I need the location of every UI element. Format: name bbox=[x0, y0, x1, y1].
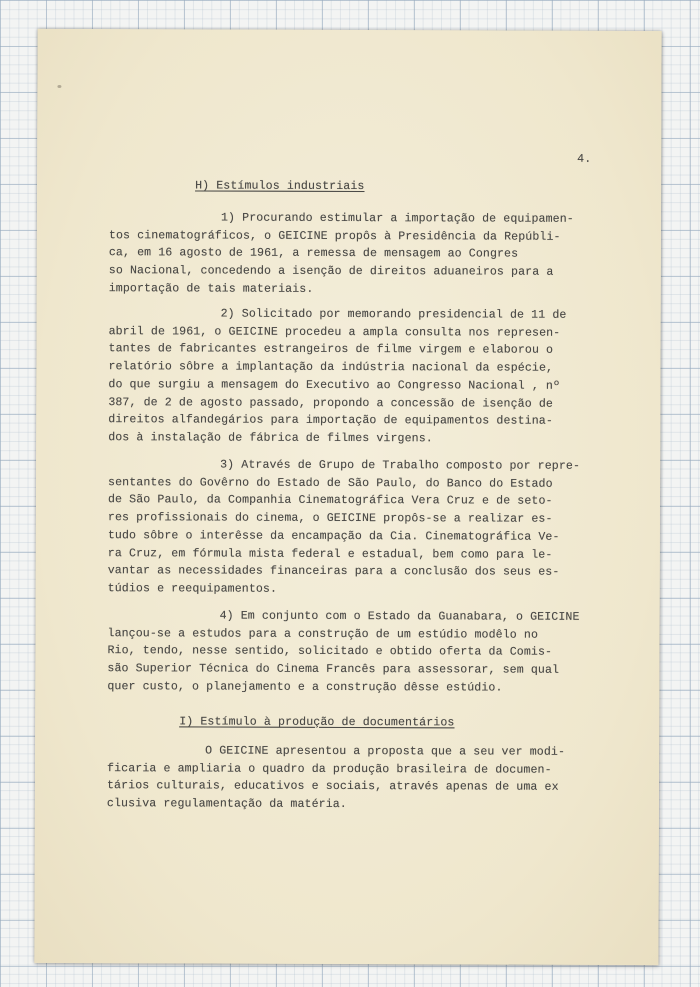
section-i-heading: I) Estímulo à produção de documentários bbox=[179, 715, 455, 730]
text-line: ra Cruz, em fórmula mista federal e estadual, bem como para le- bbox=[107, 546, 553, 562]
text-line: clusiva regulamentação da matéria. bbox=[106, 797, 347, 812]
text-line: quer custo, o planejamento e a construção dêsse estúdio. bbox=[107, 679, 503, 695]
text-line: res profissionais do cinema, o GEICINE propôs-se a realizar es- bbox=[107, 511, 553, 526]
text-line: 4) Em conjunto com o Estado da Guanabara, o GEICINE bbox=[219, 609, 580, 624]
text-line: sentantes do Govêrno do Estado de São Paulo, do Banco do Estado bbox=[108, 475, 553, 491]
text-line: tários culturais, educativos e sociais, através apenas de uma ex bbox=[106, 779, 559, 795]
text-line: lançou-se a estudos para a construção de um estúdio modêlo no bbox=[107, 626, 539, 642]
text-line: relatório sôbre a implantação da indústria nacional da espécie, bbox=[108, 360, 554, 375]
paper-speck bbox=[57, 85, 61, 88]
text-line: tudo sôbre o interêsse da encampação da Cia. Cinematográfica Ve- bbox=[107, 528, 560, 544]
text-line: 3) Através de Grupo de Trabalho composto por repre- bbox=[220, 458, 581, 473]
text-line: ficaria e ampliaria o quadro da produção brasileira de documen- bbox=[107, 761, 552, 777]
text-line: vantar as necessidades financeiras para a conclusão dos seus es- bbox=[107, 564, 560, 579]
section-h-paragraph-2 bbox=[108, 305, 608, 448]
section-i-paragraph-1 bbox=[107, 742, 607, 815]
section-h-paragraph-4 bbox=[107, 607, 607, 697]
text-line: abril de 1961, o GEICINE procedeu a ampla consulta nos represen- bbox=[108, 324, 561, 340]
section-h-paragraph-3 bbox=[108, 456, 608, 599]
text-line: 1) Procurando estimular a importação de equipamen- bbox=[220, 211, 574, 226]
text-line: tantes de fabricantes estrangeiros de filme virgem e elaborou o bbox=[108, 342, 554, 358]
text-line: ca, em 16 agosto de 1961, a remessa de mensagem ao Congres bbox=[108, 246, 519, 261]
text-line: importação de tais materiais. bbox=[108, 281, 314, 296]
section-h-heading: H) Estímulos industriais bbox=[195, 179, 365, 194]
text-line: so Nacional, concedendo a isenção de direitos aduaneiros para a bbox=[108, 264, 554, 279]
text-line: 387, de 2 de agosto passado, propondo a concessão de isenção de bbox=[108, 395, 553, 411]
section-h-paragraph-1 bbox=[109, 209, 609, 299]
text-line: 2) Solicitado por memorando presidencial de 11 de bbox=[220, 307, 567, 322]
text-line: O GEICINE apresentou a proposta que a seu ver modi- bbox=[205, 744, 566, 759]
document-page bbox=[34, 29, 661, 965]
text-line: túdios e reequipamentos. bbox=[107, 582, 278, 596]
text-line: direitos alfandegários para importação de equipamentos destina- bbox=[108, 413, 553, 428]
text-line: são Superior Técnica do Cinema Francês para assessorar, sem qual bbox=[107, 662, 560, 677]
text-line: Rio, tendo, nesse sentido, solicitado e obtido oferta da Comis- bbox=[107, 644, 553, 660]
text-line: de São Paulo, da Companhia Cinematográfica Vera Cruz e de seto- bbox=[107, 493, 553, 509]
text-line: tos cinematográficos, o GEICINE propôs à Presidência da Repúbli- bbox=[108, 228, 561, 244]
text-line: do que surgiu a mensagem do Executivo ao Congresso Nacional , nº bbox=[108, 377, 561, 393]
text-line: dos à instalação de fábrica de filmes virgens. bbox=[108, 431, 433, 446]
page-number: 4. bbox=[577, 152, 592, 166]
